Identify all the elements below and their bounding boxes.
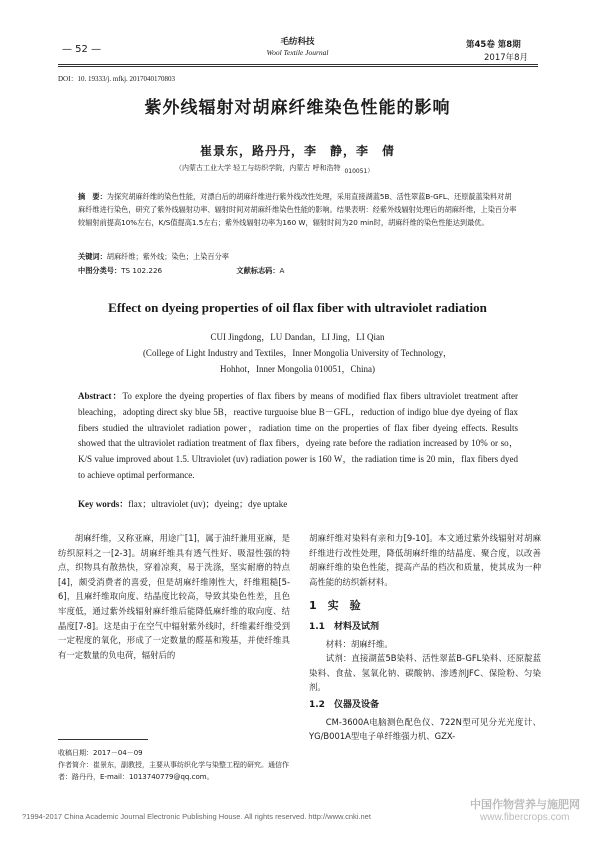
affiliation-cn <box>175 163 373 175</box>
received-date: 收稿日期：2017－04－09 <box>58 749 143 757</box>
doc-code-field <box>236 266 320 275</box>
classification-line <box>78 264 518 277</box>
doi: DOI：10. 19333/j. mfkj. 2017040170803 <box>58 75 176 83</box>
paper-title-en: Effect on dyeing properties of oil flax fiber with ultraviolet radiation <box>108 300 487 315</box>
affiliation-cn-text: （内蒙古工业大学 轻工与纺织学院，内蒙古 呼和浩特 <box>175 164 341 172</box>
watermark-url: www.fibercrops.com <box>480 812 570 823</box>
equipment-paragraph: CM-3600A电脑测色配色仪、722N型可见分光光度计、YG/B001A型电子单纤维强力机、GZX- <box>309 716 541 742</box>
watermark-text-cn: 中国作物营养与施肥网 <box>470 798 580 811</box>
issue-date: 2017年8月 <box>484 53 529 63</box>
clc-label: 中图分类号： <box>78 266 122 275</box>
subsection-heading-equipment: 1.2 仪器及设备 <box>309 699 379 710</box>
section-heading-experiment: 1 实 验 <box>309 599 361 613</box>
header-rule <box>58 64 538 65</box>
doc-code-label: 文献标志码： <box>236 266 280 275</box>
keywords-en-label: Key words： <box>78 499 129 509</box>
volume-issue: 第45卷 第8期 <box>466 40 521 50</box>
body-column-left <box>58 531 290 662</box>
journal-name-cn: 毛纺科技 <box>280 37 315 47</box>
abstract-cn <box>78 190 518 229</box>
affiliation-en-line1: (College of Light Industry and Textiles，Inner Mongolia University of Technology， <box>142 348 453 358</box>
author-intro: 作者简介：崔景东，副教授，主要从事纺织化学与染整工程的研究。通信作者：路丹丹，E-mail：1013740779@qq.com。 <box>58 761 289 781</box>
keywords-cn-label: 关键词： <box>78 252 107 261</box>
affiliation-en-line2: Hohhot，Inner Mongolia 010051，China) <box>220 364 375 374</box>
abstract-en-label: Abstract： <box>78 391 123 401</box>
paper-title-cn: 紫外线辐射对胡麻纤维染色性能的影响 <box>144 98 451 118</box>
copyright-notice: ?1994-2017 China Academic Journal Electronic Publishing House. All rights reserved. http://www.cnki.net <box>22 812 371 821</box>
clc-value: TS 102.226 <box>121 266 163 275</box>
affiliation-cn-postcode: 010051） <box>344 168 374 175</box>
authors-cn: 崔景东，路丹丹，李 静，李 倩 <box>199 144 395 158</box>
intro-paragraph-continued: 胡麻纤维对染料有亲和力[9-10]。本文通过紫外线辐射对胡麻纤维进行改性处理，降低胡麻纤维的结晶度、聚合度，以改善胡麻纤维的染色性能，提高产品的档次和质量，使其成为一种高性能的纺织新材料。 <box>309 533 541 587</box>
subsection-heading-materials: 1.1 材料及试剂 <box>309 621 379 632</box>
abstract-en-text: To explore the dyeing properties of flax fibers by means of modified flax fibers ultraviolet treatment after bleaching，adopting direct sky blue 5B，reactive turguoise blue B－GFL，reduction of indigo blue dye dyeing of flax fibers studied the ultraviolet radiation power，radiation time on the properties of flax fiber dyeing effects. Results showed that the ultraviolet radiation treatment of flax fibers，dyeing rate before the radiation increased by 10% or so，K/S value improved about 1.5. Ultraviolet (uv) radiation power is 160 W，the radiation time is 20 min，flax fibers dyed to achieve optimal performance. <box>78 391 518 480</box>
keywords-cn <box>78 250 518 263</box>
page-number: — 52 — <box>62 44 102 55</box>
intro-paragraph: 胡麻纤维，又称亚麻，用途广[1]，属于油纤兼用亚麻，是纺织原料之一[2-3]。胡麻纤维具有透气性好、吸湿性强的特点，织物具有散热快，穿着凉爽，易于洗涤，坚实耐磨的特点[4]，颇受消费者的喜爱，但是胡麻纤维刚性大，纤维粗糙[5-6]，且麻纤维取向度、结晶度比较高，导致其染色性差，且色牢度低，通过紫外线辐射麻纤维后能降低麻纤维的取向度、结晶度[7-8]。这是由于在空气中辐射紫外线时，纤维素纤维受到一定程度的氧化，形成了一定数量的醛基和羧基，并使纤维具有一定数量的负电荷，辐射后的 <box>58 533 290 660</box>
doc-code-value: A <box>279 266 285 275</box>
keywords-en <box>78 497 518 510</box>
journal-name-en: Wool Textile Journal <box>266 48 329 57</box>
abstract-en <box>78 389 518 484</box>
footnote <box>58 747 290 783</box>
body-column-right <box>309 531 541 744</box>
abstract-cn-text: 为探究胡麻纤维的染色性能，对漂白后的胡麻纤维进行紫外线改性处理，采用直接湖蓝5B、活性翠蓝B-GFL、还原靛蓝染料对胡麻纤维进行染色，研究了紫外线辐射功率、辐射时间对胡麻纤维染色性能的影响。结果表明：经紫外线辐射处理后的胡麻纤维，上染百分率较辐射前提高10%左右，K/S值提高1.5左右；紫外线辐射功率为160 W，辐射时间为20 min时，胡麻纤维的染色性能达到最优。 <box>78 192 517 227</box>
authors-en: CUI Jingdong，LU Dandan，LI Jing，LI Qian <box>210 332 385 342</box>
keywords-cn-text: 胡麻纤维；紫外线；染色；上染百分率 <box>106 252 229 261</box>
footnote-rule <box>58 739 148 740</box>
abstract-cn-label: 摘 要： <box>78 192 107 201</box>
keywords-en-text: flax；ultraviolet (uv)；dyeing；dye uptake <box>128 499 288 509</box>
materials-paragraph: 材料：胡麻纤维。 <box>325 638 393 649</box>
clc-field <box>78 266 198 275</box>
header-rule-secondary <box>58 66 538 67</box>
reagents-paragraph: 试剂：直接湖蓝5B染料、活性翠蓝B-GFL染料、还原靛蓝染料、食盐、氢氧化钠、碳酸钠、渗透剂JFC、保险粉、匀染剂。 <box>309 653 541 693</box>
